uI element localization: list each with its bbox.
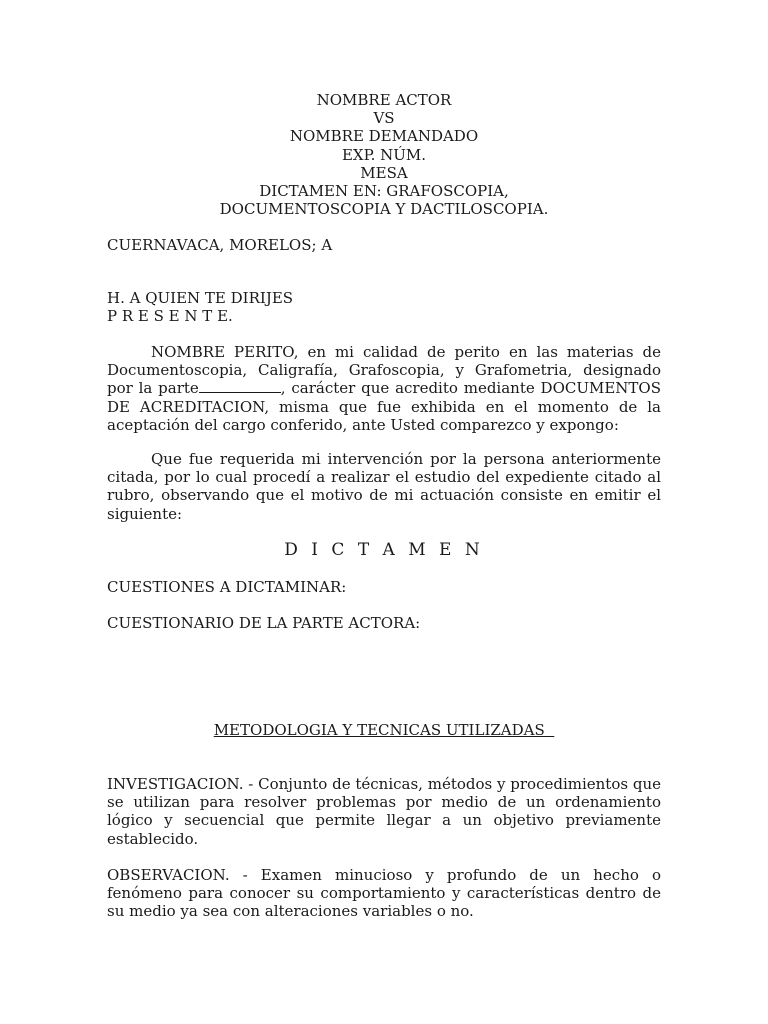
versus-label: VS (373, 109, 395, 128)
questionnaire-heading: CUESTIONARIO DE LA PARTE ACTORA: (107, 614, 421, 632)
actor-name: NOMBRE ACTOR (316, 91, 452, 109)
request-paragraph: Que fue requerida mi intervención por la persona anteriormente citada, por lo cual procedí a realizar el estudio del expediente citado al rubro, observando que el motivo de mi actuación consiste en emitir el siguiente: (107, 450, 661, 523)
file-number: EXP. NÚM. (341, 145, 427, 164)
opinion-type-line1: DICTAMEN EN: GRAFOSCOPIA, (259, 182, 509, 201)
defendant-name: NOMBRE DEMANDADO (289, 127, 479, 146)
case-header (0, 91, 768, 218)
questions-heading: CUESTIONES A DICTAMINAR: (107, 578, 347, 596)
party-blank-line (199, 380, 281, 393)
place-date: CUERNAVACA, MORELOS; A (107, 236, 333, 254)
investigation-paragraph: INVESTIGACION. - Conjunto de técnicas, métodos y procedimientos que se utilizan para resolver problemas por medio de un ordenamiento lógico y secuencial que permite llegar a un objetivo previamente establecido. (107, 775, 661, 848)
observation-paragraph: OBSERVACION. - Examen minucioso y profundo de un hecho o fenómeno para conocer su comportamiento y características dentro de su medio ya sea con alteraciones variables o no. (107, 866, 661, 921)
intro-text-part1: NOMBRE PERITO, en mi calidad de perito en las materias de Documentoscopia, Caligrafía, Grafoscopia, y Grafometria, designado por la parte (107, 343, 661, 398)
opinion-type-line2: DOCUMENTOSCOPIA Y DACTILOSCOPIA. (219, 200, 549, 219)
intro-paragraph (107, 343, 661, 434)
addressee-line: H. A QUIEN TE DIRIJES (107, 289, 294, 307)
desk-label: MESA (360, 163, 408, 182)
methodology-heading: METODOLOGIA Y TECNICAS UTILIZADAS (213, 721, 555, 739)
intro-text-part2: , carácter que acredito mediante DOCUMENTOS DE ACREDITACION, misma que fue exhibida en el momento de la aceptación del cargo conferido, ante Usted comparezco y expongo: (107, 379, 662, 434)
dictamen-title: D I C T A M E N (284, 540, 484, 560)
presente-line: P R E S E N T E. (107, 307, 233, 325)
